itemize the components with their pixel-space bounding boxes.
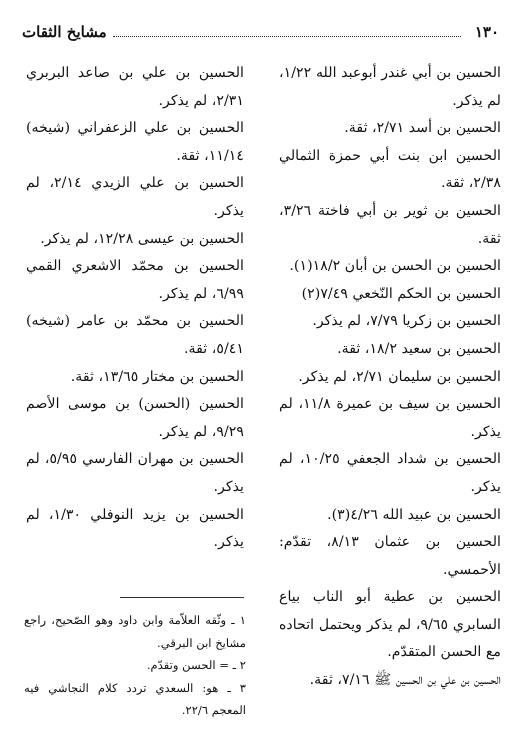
list-item: الحسين بن الحكم النّخعي ٧/٤٩(٢) <box>301 285 501 302</box>
footnotes <box>24 609 246 722</box>
page-header <box>22 18 499 46</box>
list-item: الحسين بن علي بن الحسين ﷺ ٧/١٦، ثقة. <box>309 672 501 689</box>
list-item: الحسين (الحسن) بن موسى الأصم ٩/٢٩، لم يذكر. <box>26 396 244 440</box>
page-number: ١٣٠ <box>474 23 499 41</box>
footnote: ٣ ـ هو: السعدي تردد كلام النجاشي فيه المعجم ٢٢/٦. <box>24 680 246 717</box>
list-item: الحسين بن مختار ١٣/٦٥، ثقة. <box>70 368 244 385</box>
list-item: الحسين بن الحسن بن أبان ١٨/٢(١). <box>289 258 501 275</box>
footnote: ٢ ـ = الحسن وتقدّم. <box>146 658 246 672</box>
list-item: الحسين بن مهران الفارسي ٥/٩٥، لم يذكر. <box>26 451 244 495</box>
list-item: الحسين بن أسد ٢/٧١، ثقة. <box>344 120 501 137</box>
right-column <box>279 60 501 695</box>
list-item: الحسين بن عبيد الله ٤/٢٦(٣). <box>327 506 501 523</box>
list-item: الحسين ابن بنت أبي حمزة الثمالي ٢/٣٨، ثقة. <box>279 147 501 192</box>
list-item: الحسين بن علي الزيدي ٢/١٤، لم يذكر. <box>26 175 244 219</box>
footnote: ١ ـ وثّقه العلاّمة وابن داود وهو الصّحيح، راجع مشايخ ابن البرقي. <box>24 613 246 650</box>
list-item: الحسين بن علي بن صاعد البربري ٢/٣١، لم يذكر. <box>26 65 244 109</box>
list-item: الحسين بن ثوير بن أبي فاختة ٣/٢٦، ثقة. <box>279 202 501 247</box>
left-column <box>26 60 244 557</box>
list-item: الحسين بن محمّد الاشعري القمي ٦/٩٩، لم يذكر. <box>26 258 244 302</box>
list-item: الحسين بن عثمان ٨/١٣، تقدّم: الأحمسي. <box>279 534 501 578</box>
list-item: الحسين بن شداد الجعفي ١٠/٢٥، لم يذكر. <box>279 451 501 495</box>
list-item: الحسين بن زكريا ٧/٧٩، لم يذكر. <box>312 313 501 330</box>
list-item: الحسين بن محمّد بن عامر (شيخه) ٥/٤١، ثقة. <box>26 313 244 357</box>
list-item: الحسين بن يزيد النوفلي ١/٣٠، لم يذكر. <box>26 506 244 551</box>
list-item: الحسين بن سيف بن عميرة ١١/٨، لم يذكر. <box>279 396 501 440</box>
list-item: الحسين بن علي الزعفراني (شيخه) ١١/١٤، ثقة. <box>26 120 244 164</box>
list-item: الحسين بن أبي غندر أبوعبد الله ١/٢٢، لم يذكر. <box>279 65 501 109</box>
list-item: الحسين بن سليمان ٢/٧١، لم يذكر. <box>298 368 501 385</box>
running-title: مشايخ الثقات <box>22 23 107 41</box>
footnote-separator <box>120 597 244 598</box>
header-dotted-leader <box>113 36 461 37</box>
list-item: الحسين بن عطية أبو الناب بياع السابري ٩/٦٥، لم يذكر ويحتمل اتحاده مع الحسن المتقدّم. <box>279 589 501 661</box>
list-item: الحسين بن عيسى ١٢/٢٨، لم يذكر. <box>40 230 244 247</box>
list-item: الحسين بن سعيد ١٨/٢، ثقة. <box>337 340 501 357</box>
